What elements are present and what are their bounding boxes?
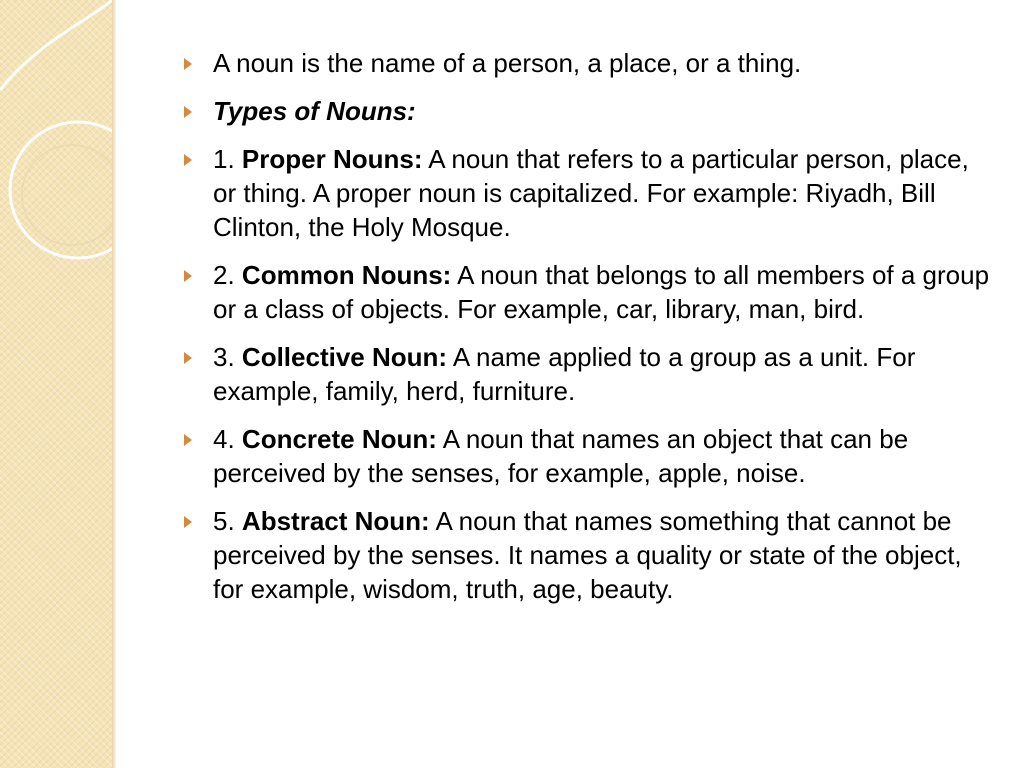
bullet-text: A noun that belongs to all members of a group or a class of objects. For example, car, library, man, bird. xyxy=(213,260,990,324)
bullet-number: 5. xyxy=(213,506,242,536)
bullet-arrow-icon xyxy=(184,434,192,446)
bullet-arrow-icon xyxy=(184,516,192,528)
term: Common Nouns: xyxy=(241,260,452,290)
bullet-common-nouns xyxy=(184,258,994,326)
side-panel-edge xyxy=(112,0,116,768)
bullet-noun-definition xyxy=(184,46,994,80)
bullet-collective-noun xyxy=(184,340,994,408)
slide-content xyxy=(184,46,994,606)
types-heading: Types of Nouns: xyxy=(213,96,416,126)
bullet-number: 4. xyxy=(213,424,242,454)
term: Proper Nouns: xyxy=(241,144,423,174)
bullet-arrow-icon xyxy=(184,106,192,118)
bullet-arrow-icon xyxy=(184,154,192,166)
bullet-text: A noun that names something that cannot be perceived by the senses. It names a quality or state of the object, for example, wisdom, truth, age, beauty. xyxy=(213,506,962,604)
bullet-concrete-noun xyxy=(184,422,994,490)
bullet-number: 3. xyxy=(213,342,242,372)
term: Abstract Noun: xyxy=(241,506,430,536)
bullet-arrow-icon xyxy=(184,58,192,70)
bullet-number: 1. xyxy=(213,144,242,174)
bullet-number: 2. xyxy=(213,260,242,290)
bullet-text: A name applied to a group as a unit. For example, family, herd, furniture. xyxy=(213,342,916,406)
decorative-rings xyxy=(0,0,112,768)
bullet-types-heading xyxy=(184,94,994,128)
term: Concrete Noun: xyxy=(241,424,437,454)
bullet-text: A noun is the name of a person, a place, or a thing. xyxy=(213,48,802,78)
decorative-side-panel xyxy=(0,0,112,768)
term: Collective Noun: xyxy=(241,342,448,372)
bullet-arrow-icon xyxy=(184,352,192,364)
bullet-abstract-noun xyxy=(184,504,994,606)
bullet-text: A noun that names an object that can be perceived by the senses, for example, apple, noise. xyxy=(213,424,909,488)
bullet-text: A noun that refers to a particular person, place, or thing. A proper noun is capitalized. For example: Riyadh, Bill Clinton, the Holy Mosque. xyxy=(213,144,969,242)
bullet-arrow-icon xyxy=(184,270,192,282)
bullet-proper-nouns xyxy=(184,142,994,244)
